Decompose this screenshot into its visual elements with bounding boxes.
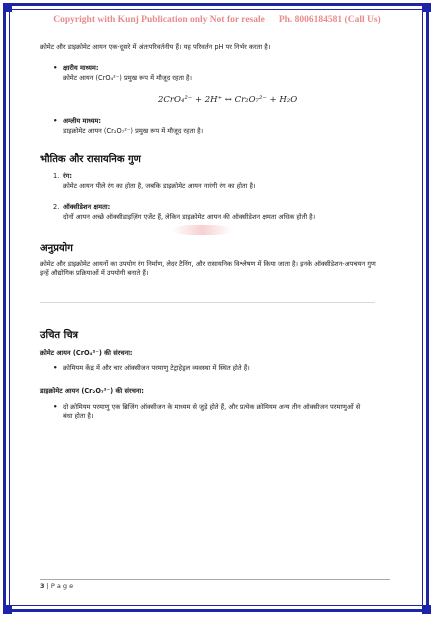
chromate-structure-text: क्रोमियम केंद्र में और चार ऑक्सीजन परमाणु टेट्राहेड्रल व्यवस्था में स्थित होते हैं।: [63, 364, 250, 372]
acidic-label: अम्लीय माध्यम:: [63, 117, 102, 125]
item-number: 2.: [53, 203, 60, 211]
bullet-icon: •: [53, 64, 58, 72]
color-text: क्रोमेट आयन पीले रंग का होता है, जबकि डाइक्रोमेट आयन नारंगी रंग का होता है।: [63, 182, 256, 190]
intro-text: क्रोमेट और डाइक्रोमेट आयन एक-दूसरे में अंतःपरिवर्तनीय हैं। यह परिवर्तन pH पर निर्भर करता है।: [40, 43, 271, 51]
applications-text: क्रोमेट और डाइक्रोमेट आयनों का उपयोग रंग निर्माण, लेदर टैनिंग, और रासायनिक विश्लेषण में किया जाता है। इनके ऑक्सीडेशन-अपचयन गुण इन्हें औद्योगिक प्रक्रियाओं में उपयोगी बनाते हैं।: [40, 260, 376, 277]
dichromate-structure-title: डाइक्रोमेट आयन (Cr₂O₇²⁻) की संरचना:: [40, 387, 144, 395]
corner-ornament: [3, 605, 12, 614]
copyright-notice: Copyright with Kunj Publication only Not for resale: [53, 15, 265, 25]
alkaline-label: क्षारीय माध्यम:: [63, 64, 99, 72]
corner-ornament: [422, 605, 431, 614]
page-number: 3: [40, 582, 45, 590]
oxidation-label: ऑक्सीडेशन क्षमता:: [63, 203, 111, 211]
corner-ornament: [422, 3, 431, 12]
corner-ornament: [3, 3, 12, 12]
watermark: [172, 225, 232, 235]
properties-heading: भौतिक और रासायनिक गुण: [40, 154, 141, 165]
equilibrium-equation: 2CrO₄²⁻ + 2H⁺ ↔ Cr₂O₇²⁻ + H₂O: [158, 95, 298, 105]
applications-heading: अनुप्रयोग: [40, 243, 73, 254]
footer-rule: [40, 579, 390, 580]
bullet-icon: •: [53, 117, 58, 125]
dichromate-structure-text: दो क्रोमियम परमाणु एक ब्रिजिंग ऑक्सीजन के माध्यम से जुड़े होते हैं, और प्रत्येक क्रोमियम अन्य तीन ऑक्सीजन परमाणुओं से बंधा होता है।: [63, 403, 361, 420]
page-label: | P a g e: [46, 582, 74, 590]
bullet-icon: •: [53, 364, 58, 372]
page-header: [0, 15, 434, 25]
chromate-structure-title: क्रोमेट आयन (CrO₄²⁻) की संरचना:: [40, 349, 133, 357]
phone-number: Ph. 8006184581 (Call Us): [278, 15, 381, 25]
acidic-text: डाइक्रोमेट आयन (Cr₂O₇²⁻) प्रमुख रूप में मौजूद रहता है।: [63, 127, 204, 135]
section-divider: [40, 302, 375, 303]
oxidation-text: दोनों आयन अच्छे ऑक्सीडाइज़िंग एजेंट हैं, लेकिन डाइक्रोमेट आयन की ऑक्सीडेशन क्षमता अधिक होती है।: [63, 213, 316, 221]
alkaline-text: क्रोमेट आयन (CrO₄²⁻) प्रमुख रूप में मौजूद रहता है।: [63, 74, 193, 82]
figures-heading: उचित चित्र: [40, 330, 79, 341]
color-label: रंग:: [63, 172, 73, 180]
item-number: 1.: [53, 172, 60, 180]
page-footer: [40, 582, 73, 590]
bullet-icon: •: [53, 403, 58, 411]
